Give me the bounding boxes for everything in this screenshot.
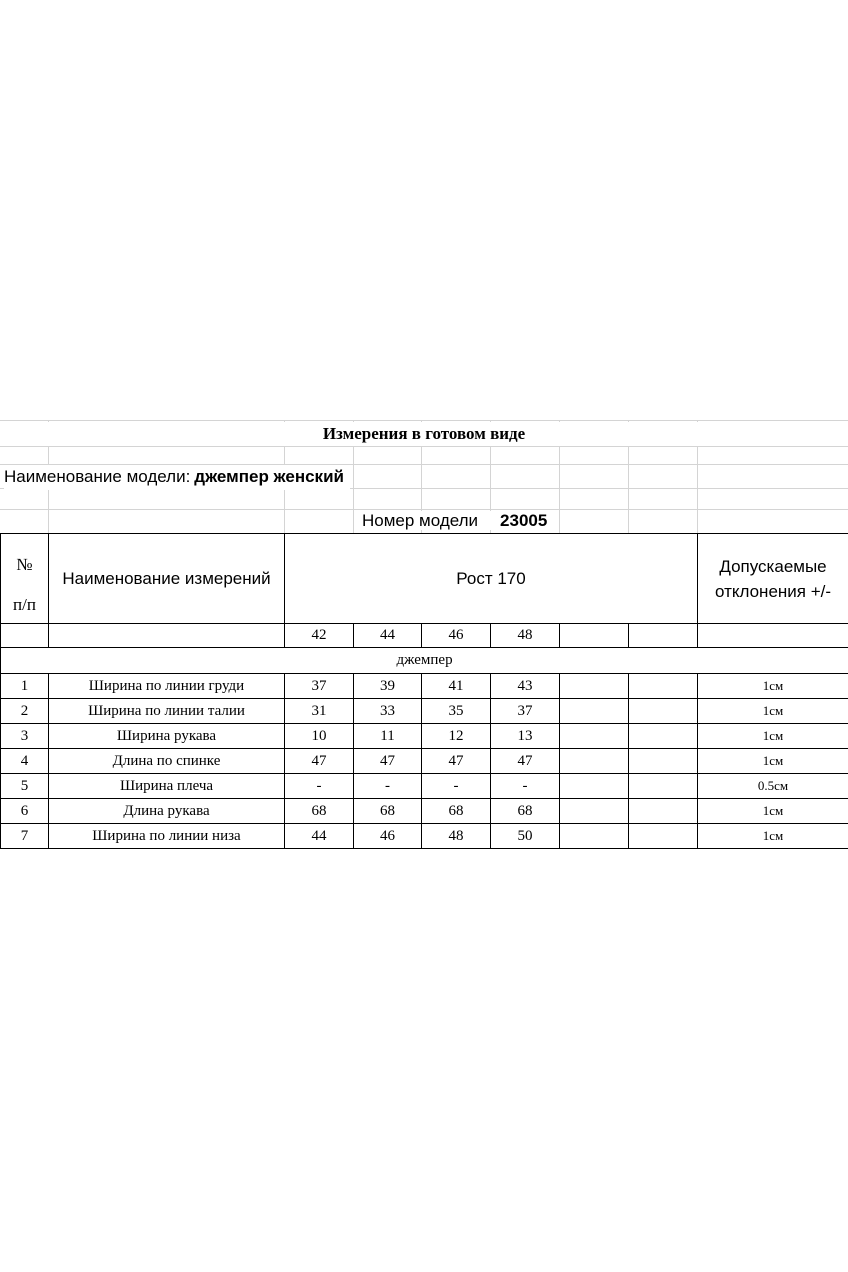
size-cell: [560, 624, 629, 648]
header-tolerance-cell: [698, 534, 848, 624]
model-number-line: [354, 510, 551, 533]
row-value-cell: [629, 724, 698, 749]
row-tolerance-cell: 1см: [698, 799, 848, 824]
row-value-cell: [560, 824, 629, 849]
row-value-cell: [560, 699, 629, 724]
header-tolerance-line2: отклонения +/-: [715, 581, 832, 601]
table-row: [1, 674, 848, 699]
row-value-cell: 50: [491, 824, 560, 849]
row-number-cell: 5: [1, 774, 49, 799]
row-name-cell: Ширина по линии груди: [49, 674, 285, 699]
model-number-label: Номер модели: [354, 511, 484, 530]
row-value-cell: 39: [354, 674, 422, 699]
size-cell: 46: [422, 624, 491, 648]
size-cell: [629, 624, 698, 648]
table-row: [1, 799, 848, 824]
table-row: [1, 774, 848, 799]
sheet-title: Измерения в готовом виде: [0, 422, 848, 446]
row-number-cell: 3: [1, 724, 49, 749]
grid-line: [0, 420, 848, 421]
row-value-cell: [560, 674, 629, 699]
row-tolerance-cell: 0.5см: [698, 774, 848, 799]
header-number-bottom: п/п: [13, 595, 36, 614]
row-name-cell: Длина по спинке: [49, 749, 285, 774]
row-value-cell: 68: [491, 799, 560, 824]
row-value-cell: 47: [285, 749, 354, 774]
row-value-cell: 68: [422, 799, 491, 824]
row-value-cell: [560, 774, 629, 799]
size-cell: 48: [491, 624, 560, 648]
size-cell: 42: [285, 624, 354, 648]
row-tolerance-cell: 1см: [698, 824, 848, 849]
model-name-line: [4, 465, 350, 490]
row-value-cell: 33: [354, 699, 422, 724]
row-name-cell: Ширина плеча: [49, 774, 285, 799]
measurement-sheet: [0, 420, 848, 852]
row-value-cell: 35: [422, 699, 491, 724]
row-value-cell: [629, 749, 698, 774]
size-row: [1, 624, 848, 648]
size-cell: 44: [354, 624, 422, 648]
row-value-cell: 11: [354, 724, 422, 749]
grid-line: [0, 446, 848, 447]
table-row: [1, 699, 848, 724]
row-number-cell: 7: [1, 824, 49, 849]
row-value-cell: -: [285, 774, 354, 799]
row-value-cell: 12: [422, 724, 491, 749]
row-number-cell: 2: [1, 699, 49, 724]
table-row: [1, 749, 848, 774]
row-value-cell: 44: [285, 824, 354, 849]
row-value-cell: [560, 749, 629, 774]
row-tolerance-cell: 1см: [698, 674, 848, 699]
row-value-cell: 46: [354, 824, 422, 849]
row-value-cell: -: [491, 774, 560, 799]
measurements-table: [0, 533, 848, 849]
row-tolerance-cell: 1см: [698, 699, 848, 724]
row-name-cell: Ширина по линии низа: [49, 824, 285, 849]
model-name-label: Наименование модели:: [4, 467, 191, 486]
row-value-cell: 47: [491, 749, 560, 774]
row-number-cell: 6: [1, 799, 49, 824]
header-row: [1, 534, 848, 624]
row-name-cell: Длина рукава: [49, 799, 285, 824]
header-measurement-cell: Наименование измерений: [49, 534, 285, 624]
row-value-cell: -: [422, 774, 491, 799]
model-name-value: джемпер женский: [194, 467, 344, 486]
section-row: [1, 648, 848, 674]
row-value-cell: 68: [285, 799, 354, 824]
row-tolerance-cell: 1см: [698, 749, 848, 774]
row-value-cell: 37: [491, 699, 560, 724]
header-tolerance-line1: Допускаемые: [719, 556, 827, 576]
row-number-cell: 1: [1, 674, 49, 699]
row-value-cell: -: [354, 774, 422, 799]
model-number-value: 23005: [488, 511, 551, 530]
size-row-blank: [698, 624, 848, 648]
row-name-cell: Ширина по линии талии: [49, 699, 285, 724]
header-height-cell: Рост 170: [285, 534, 698, 624]
row-value-cell: [629, 799, 698, 824]
size-row-blank: [49, 624, 285, 648]
row-value-cell: 43: [491, 674, 560, 699]
row-name-cell: Ширина рукава: [49, 724, 285, 749]
row-value-cell: 68: [354, 799, 422, 824]
table-row: [1, 724, 848, 749]
row-value-cell: [560, 799, 629, 824]
row-value-cell: [629, 774, 698, 799]
header-number-top: №: [16, 555, 33, 574]
size-row-blank: [1, 624, 49, 648]
row-value-cell: 41: [422, 674, 491, 699]
row-value-cell: 47: [422, 749, 491, 774]
row-number-cell: 4: [1, 749, 49, 774]
row-value-cell: [629, 824, 698, 849]
section-label: джемпер: [1, 648, 848, 674]
row-value-cell: [560, 724, 629, 749]
row-value-cell: [629, 699, 698, 724]
table-row: [1, 824, 848, 849]
row-value-cell: 10: [285, 724, 354, 749]
row-value-cell: 13: [491, 724, 560, 749]
row-value-cell: 31: [285, 699, 354, 724]
row-value-cell: 47: [354, 749, 422, 774]
header-number-cell: [1, 534, 49, 624]
row-value-cell: 48: [422, 824, 491, 849]
row-value-cell: 37: [285, 674, 354, 699]
row-value-cell: [629, 674, 698, 699]
row-tolerance-cell: 1см: [698, 724, 848, 749]
